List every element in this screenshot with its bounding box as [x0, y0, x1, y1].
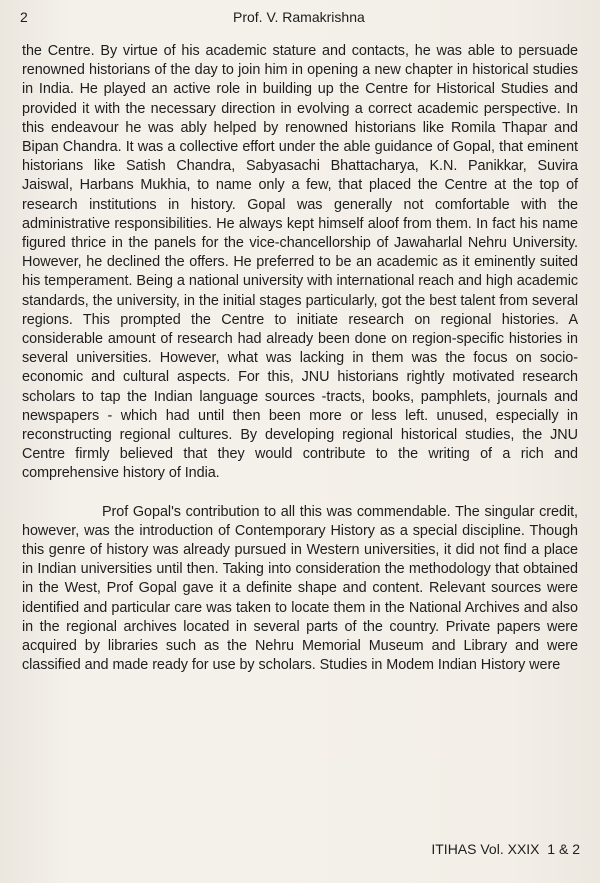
journal-issue: 1 & 2: [547, 841, 580, 857]
running-head-author: Prof. V. Ramakrishna: [233, 9, 365, 25]
page-header: [20, 6, 580, 28]
paragraph-centre-history: the Centre. By virtue of his academic stature and contacts, he was able to persuade renowned historians of the day to join him in opening a new chapter in historical studies in India. He played an active role in building up the Centre for Historical Studies and provided it with the necessary direction in evolving a correct academic perspective. In this endeavour he was ably helped by renowned historians like Romila Thapar and Bipan Chandra. It was a collective effort under the able guidance of Gopal, that eminent historians like Satish Chandra, Sabyasachi Bhattacharya, K.N. Panikkar, Suvira Jaiswal, Harbans Mukhia, to name only a few, that placed the Centre at the top of research institutions in history. Gopal was generally not comfortable with the administrative responsibilities. He always kept himself aloof from them. In fact his name figured thrice in the panels for the vice-chancellorship of Jawaharlal Nehru University. However, he declined the offers. He preferred to be an academic as it eminently suited his temperament. Being a national university with international reach and high academic standards, the university, in the initial stages particularly, got the best talent from several regions. This prompted the Centre to initiate research on regional histories. A considerable amount of research had already been done on region-specific histories in several universities. However, what was lacking in them was the focus on socio-economic and cultural aspects. For this, JNU historians rightly motivated research scholars to tap the Indian language sources -tracts, books, pamphlets, journals and newspapers - which had until then been more or less left. unused, especially in reconstructing regional cultures. By developing regional historical studies, the JNU Centre firmly believed that they would contribute to the writing of a rich and comprehensive history of India.: [22, 43, 578, 482]
body-text: [22, 42, 578, 676]
page-number: 2: [20, 9, 28, 25]
page-footer: [431, 839, 580, 859]
journal-title: ITIHAS Vol. XXIX: [431, 841, 540, 857]
paragraph-gopal-contribution: Prof Gopal's contribution to all this was commendable. The singular credit, however, was the introduction of Contemporary History as a special discipline. Though this genre of history was already pursued in Western universities, it did not find a place in Indian universities until then. Taking into consideration the methodology that obtained in the West, Prof Gopal gave it a definite shape and content. Relevant sources were identified and particular care was taken to locate them in the National Archives and also in the regional archives located in several parts of the country. Private papers were acquired by libraries such as the Nehru Memorial Museum and Library and were classified and made ready for use by scholars. Studies in Modem Indian History were: [22, 503, 578, 674]
